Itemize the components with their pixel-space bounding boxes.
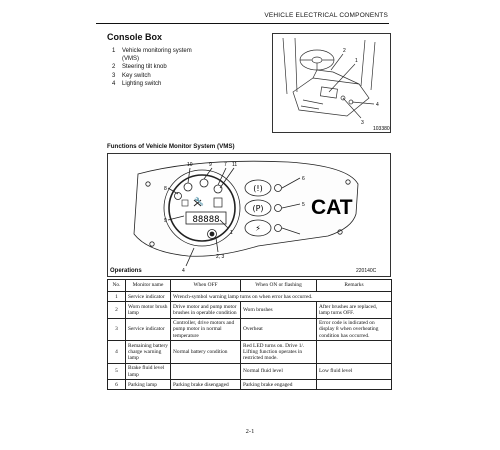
wrench-icon: 🔧 — [194, 197, 204, 206]
callout-2: 2 — [343, 48, 346, 54]
list-item: 4 Lighting switch — [112, 80, 162, 87]
section-header: VEHICLE ELECTRICAL COMPONENTS — [264, 12, 388, 19]
figure-number: 220140C — [356, 268, 377, 274]
brake-fluid-icon: (!) — [253, 184, 263, 193]
col-when-on: When ON or flashing — [241, 280, 317, 292]
callout-8: 8 — [164, 186, 167, 192]
col-no: No. — [108, 280, 126, 292]
battery-icon: ⚡ — [255, 224, 261, 233]
col-monitor-name: Monitor name — [126, 280, 171, 292]
callout-6: 6 — [302, 176, 305, 182]
callout-9b: 9 — [164, 218, 167, 224]
lcd-display: 88888 — [192, 215, 220, 225]
col-when-off: When OFF — [171, 280, 241, 292]
list-item: (VMS) — [122, 56, 139, 63]
operations-title: Operations — [110, 268, 142, 274]
callout-11: 11 — [232, 162, 238, 168]
callout-9: 9 — [209, 162, 212, 168]
cat-logo: CAT — [311, 196, 353, 219]
table-row: 4 Remaining battery charge warning lamp Normal battery condition Red LED turns on. Drive 1/. Lifting function operates in restricted mode. — [108, 341, 392, 364]
callout-7: 7 — [224, 162, 227, 168]
callout-3: 3 — [361, 120, 364, 126]
col-remarks: Remarks — [317, 280, 392, 292]
header-rule — [96, 23, 389, 24]
callout-4: 4 — [376, 102, 379, 108]
table-row: 2 Worn motor brush lamp Drive motor and pump motor brushes in operable condition Worn brushes After brushes are replaced, lamp turns OFF. — [108, 302, 392, 318]
forklift-cab-illustration — [273, 34, 390, 132]
parking-icon: (P) — [252, 204, 264, 213]
figure-number: 103380 — [373, 126, 390, 132]
table-row: 3 Service indicator Controller, drive motors and pump motor in normal temperature Overheat Error code is indicated on display 8 when overheating condition has occurred. — [108, 318, 392, 341]
page-number: 2-1 — [245, 428, 255, 435]
callout-5: 5 — [302, 202, 305, 208]
list-item: 3 Key switch — [112, 72, 151, 79]
callout-10: 10 — [187, 162, 193, 168]
operations-table — [107, 279, 392, 390]
vms-title: Functions of Vehicle Monitor System (VMS) — [107, 143, 235, 150]
table-row: 5 Brake fluid level lamp Normal fluid level Low fluid level — [108, 363, 392, 379]
callout-1: 1 — [230, 230, 233, 236]
console-box-figure — [272, 33, 391, 133]
table-row: 1 Service indicator Wrench-symbol warning lamp turns on when error has occurred. — [108, 292, 392, 302]
callout-4: 4 — [182, 268, 185, 274]
list-item: 2 Steering tilt knob — [112, 64, 167, 71]
vms-panel-figure — [107, 153, 391, 277]
vms-panel-illustration — [108, 154, 390, 276]
table-row: 6 Parking lamp Parking brake disengaged Parking brake engaged — [108, 380, 392, 390]
console-box-title: Console Box — [107, 32, 163, 42]
callout-1: 1 — [355, 58, 358, 64]
callout-2-3: 2, 3 — [216, 254, 225, 260]
console-item-list — [112, 47, 192, 88]
table-header-row — [108, 280, 392, 292]
list-item: 1 Vehicle monitoring system — [112, 48, 192, 54]
